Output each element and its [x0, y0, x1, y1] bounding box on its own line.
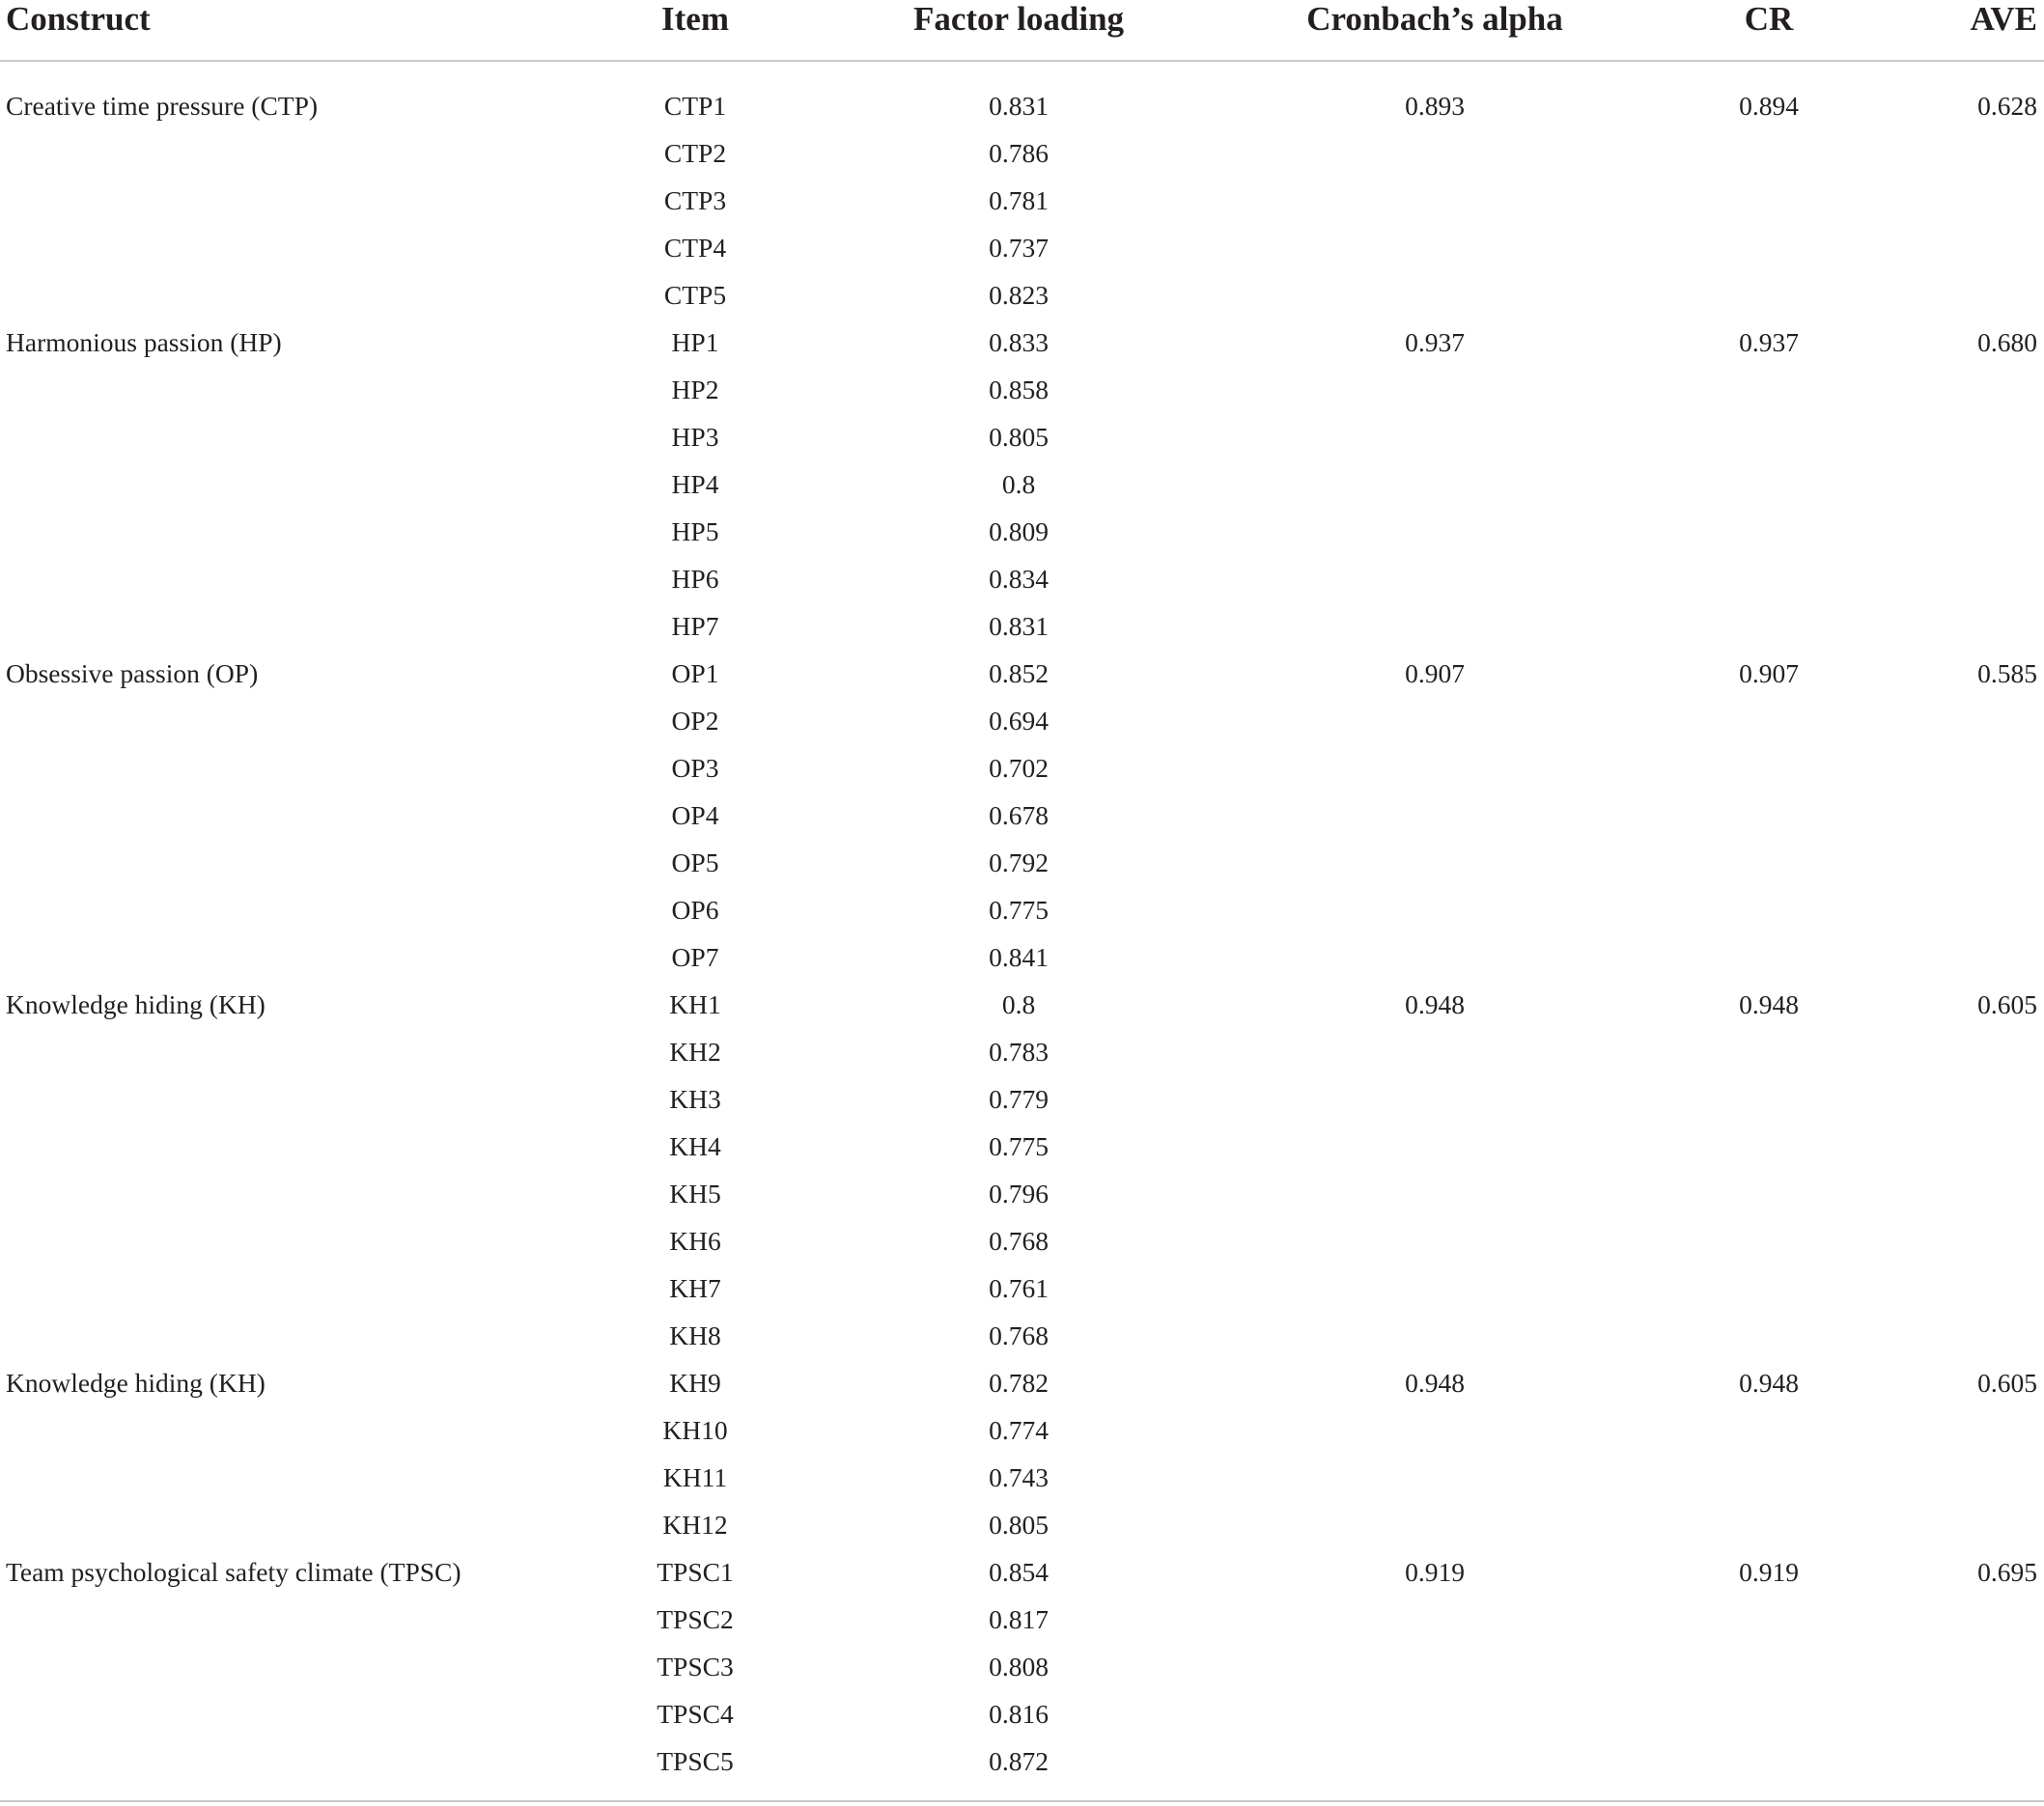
item-cell: CTP2 — [663, 138, 727, 168]
table-row — [0, 178, 2044, 225]
factor-loading-cell: 0.805 — [989, 422, 1049, 452]
factor-loading-cell: 0.774 — [989, 1415, 1049, 1445]
header-factor-loading: Factor loading — [912, 0, 1125, 38]
factor-loading-cell: 0.833 — [989, 327, 1049, 357]
factor-loading-cell: 0.816 — [989, 1699, 1049, 1729]
ave-cell: 0.680 — [1977, 327, 2037, 357]
factor-loading-cell: 0.808 — [989, 1652, 1049, 1681]
table-row — [0, 887, 2044, 934]
table-row — [0, 982, 2044, 1029]
table-row — [0, 1597, 2044, 1644]
table-header — [0, 0, 2044, 62]
item-cell: KH5 — [669, 1179, 721, 1209]
factor-loading-cell: 0.743 — [989, 1462, 1049, 1492]
table-row — [0, 1218, 2044, 1265]
cr-cell: 0.948 — [1739, 989, 1799, 1019]
item-cell: HP1 — [671, 327, 719, 357]
factor-loading-cell: 0.678 — [989, 800, 1049, 830]
cronbach-alpha-cell: 0.907 — [1405, 658, 1465, 688]
item-cell: HP5 — [671, 516, 719, 546]
factor-loading-cell: 0.809 — [989, 516, 1049, 546]
factor-loading-cell: 0.858 — [989, 375, 1049, 404]
factor-loading-cell: 0.775 — [989, 895, 1049, 925]
table-row — [0, 556, 2044, 603]
factor-loading-cell: 0.781 — [989, 185, 1049, 215]
item-cell: KH10 — [662, 1415, 728, 1445]
construct-cell: Harmonious passion (HP) — [6, 327, 282, 357]
item-cell: OP4 — [671, 800, 719, 830]
item-cell: HP6 — [671, 564, 719, 594]
ave-cell: 0.628 — [1977, 91, 2037, 121]
factor-loading-cell: 0.805 — [989, 1510, 1049, 1540]
table-row — [0, 225, 2044, 272]
table-row — [0, 83, 2044, 130]
table-row — [0, 840, 2044, 887]
construct-cell: Knowledge hiding (KH) — [6, 989, 266, 1019]
item-cell: CTP5 — [663, 280, 727, 310]
construct-cell: Team psychological safety climate (TPSC) — [6, 1557, 462, 1587]
cr-cell: 0.907 — [1739, 658, 1799, 688]
table-row — [0, 792, 2044, 840]
item-cell: TPSC4 — [657, 1699, 734, 1729]
cronbach-alpha-cell: 0.948 — [1405, 989, 1465, 1019]
item-cell: CTP3 — [663, 185, 727, 215]
factor-loading-cell: 0.761 — [989, 1273, 1049, 1303]
header-cronbach-alpha: Cronbach’s alpha — [1306, 0, 1563, 38]
header-ave: AVE — [1970, 0, 2037, 38]
item-cell: KH8 — [669, 1320, 721, 1350]
table-row — [0, 1644, 2044, 1691]
item-cell: TPSC2 — [657, 1604, 734, 1634]
factor-loading-cell: 0.782 — [989, 1368, 1049, 1398]
ave-cell: 0.605 — [1977, 989, 2037, 1019]
cr-cell: 0.948 — [1739, 1368, 1799, 1398]
item-cell: HP2 — [671, 375, 719, 404]
item-cell: KH4 — [669, 1131, 721, 1161]
factor-loading-cell: 0.775 — [989, 1131, 1049, 1161]
factor-loading-cell: 0.823 — [989, 280, 1049, 310]
header-divider — [0, 60, 2044, 62]
factor-loading-cell: 0.834 — [989, 564, 1049, 594]
item-cell: OP6 — [671, 895, 719, 925]
table-row — [0, 1455, 2044, 1502]
table-row — [0, 130, 2044, 178]
table-row — [0, 272, 2044, 320]
factor-loading-cell: 0.852 — [989, 658, 1049, 688]
header-construct: Construct — [6, 0, 151, 38]
item-cell: HP3 — [671, 422, 719, 452]
factor-loading-cell: 0.796 — [989, 1179, 1049, 1209]
cr-cell: 0.919 — [1739, 1557, 1799, 1587]
item-cell: TPSC1 — [657, 1557, 734, 1587]
factor-loading-cell: 0.831 — [989, 91, 1049, 121]
cr-cell: 0.937 — [1739, 327, 1799, 357]
table-row — [0, 1407, 2044, 1455]
table-body — [0, 83, 2044, 1786]
table-row — [0, 698, 2044, 745]
table-row — [0, 1502, 2044, 1549]
table-row — [0, 651, 2044, 698]
factor-loading-cell: 0.768 — [989, 1320, 1049, 1350]
factor-loading-cell: 0.817 — [989, 1604, 1049, 1634]
table-row — [0, 414, 2044, 461]
item-cell: TPSC5 — [657, 1746, 734, 1776]
item-cell: OP2 — [671, 706, 719, 736]
cr-cell: 0.894 — [1739, 91, 1799, 121]
cronbach-alpha-cell: 0.948 — [1405, 1368, 1465, 1398]
item-cell: KH11 — [662, 1462, 728, 1492]
factor-loading-cell: 0.8 — [1001, 989, 1036, 1019]
construct-cell: Knowledge hiding (KH) — [6, 1368, 266, 1398]
item-cell: CTP1 — [663, 91, 727, 121]
factor-loading-cell: 0.702 — [989, 753, 1049, 783]
item-cell: TPSC3 — [657, 1652, 734, 1681]
table-row — [0, 1124, 2044, 1171]
item-cell: KH7 — [669, 1273, 721, 1303]
construct-cell: Creative time pressure (CTP) — [6, 91, 319, 121]
item-cell: OP1 — [671, 658, 719, 688]
item-cell: KH6 — [669, 1226, 721, 1256]
table-row — [0, 934, 2044, 982]
factor-loading-cell: 0.854 — [989, 1557, 1049, 1587]
factor-loading-cell: 0.841 — [989, 942, 1049, 972]
factor-loading-cell: 0.783 — [989, 1037, 1049, 1067]
table-row — [0, 1029, 2044, 1076]
table-row — [0, 509, 2044, 556]
table-row — [0, 1076, 2044, 1124]
item-cell: KH2 — [669, 1037, 721, 1067]
cronbach-alpha-cell: 0.893 — [1405, 91, 1465, 121]
table-row — [0, 1360, 2044, 1407]
table-row — [0, 367, 2044, 414]
item-cell: OP5 — [671, 847, 719, 877]
factor-loading-cell: 0.737 — [989, 233, 1049, 263]
item-cell: OP3 — [671, 753, 719, 783]
item-cell: HP7 — [671, 611, 719, 641]
item-cell: KH1 — [669, 989, 721, 1019]
table-row — [0, 1691, 2044, 1738]
table-row — [0, 320, 2044, 367]
table-row — [0, 1313, 2044, 1360]
factor-loading-cell: 0.786 — [989, 138, 1049, 168]
construct-cell: Obsessive passion (OP) — [6, 658, 259, 688]
item-cell: HP4 — [671, 469, 719, 499]
factor-loading-cell: 0.694 — [989, 706, 1049, 736]
cronbach-alpha-cell: 0.937 — [1405, 327, 1465, 357]
header-item: Item — [661, 0, 729, 38]
table-row — [0, 1549, 2044, 1597]
item-cell: KH9 — [669, 1368, 721, 1398]
cronbach-alpha-cell: 0.919 — [1405, 1557, 1465, 1587]
ave-cell: 0.585 — [1977, 658, 2037, 688]
item-cell: KH3 — [669, 1084, 721, 1114]
item-cell: CTP4 — [663, 233, 727, 263]
table-row — [0, 1171, 2044, 1218]
table-row — [0, 1265, 2044, 1313]
table-row — [0, 1738, 2044, 1786]
factor-loading-cell: 0.831 — [989, 611, 1049, 641]
table-row — [0, 745, 2044, 792]
header-cr: CR — [1744, 0, 1794, 38]
table-row — [0, 603, 2044, 651]
factor-loading-cell: 0.792 — [989, 847, 1049, 877]
factor-loading-cell: 0.8 — [1001, 469, 1036, 499]
ave-cell: 0.695 — [1977, 1557, 2037, 1587]
factor-loading-cell: 0.779 — [989, 1084, 1049, 1114]
factor-loading-cell: 0.768 — [989, 1226, 1049, 1256]
table-bottom-divider — [0, 1800, 2044, 1802]
item-cell: OP7 — [671, 942, 719, 972]
table-row — [0, 461, 2044, 509]
factor-loading-cell: 0.872 — [989, 1746, 1049, 1776]
ave-cell: 0.605 — [1977, 1368, 2037, 1398]
item-cell: KH12 — [662, 1510, 728, 1540]
